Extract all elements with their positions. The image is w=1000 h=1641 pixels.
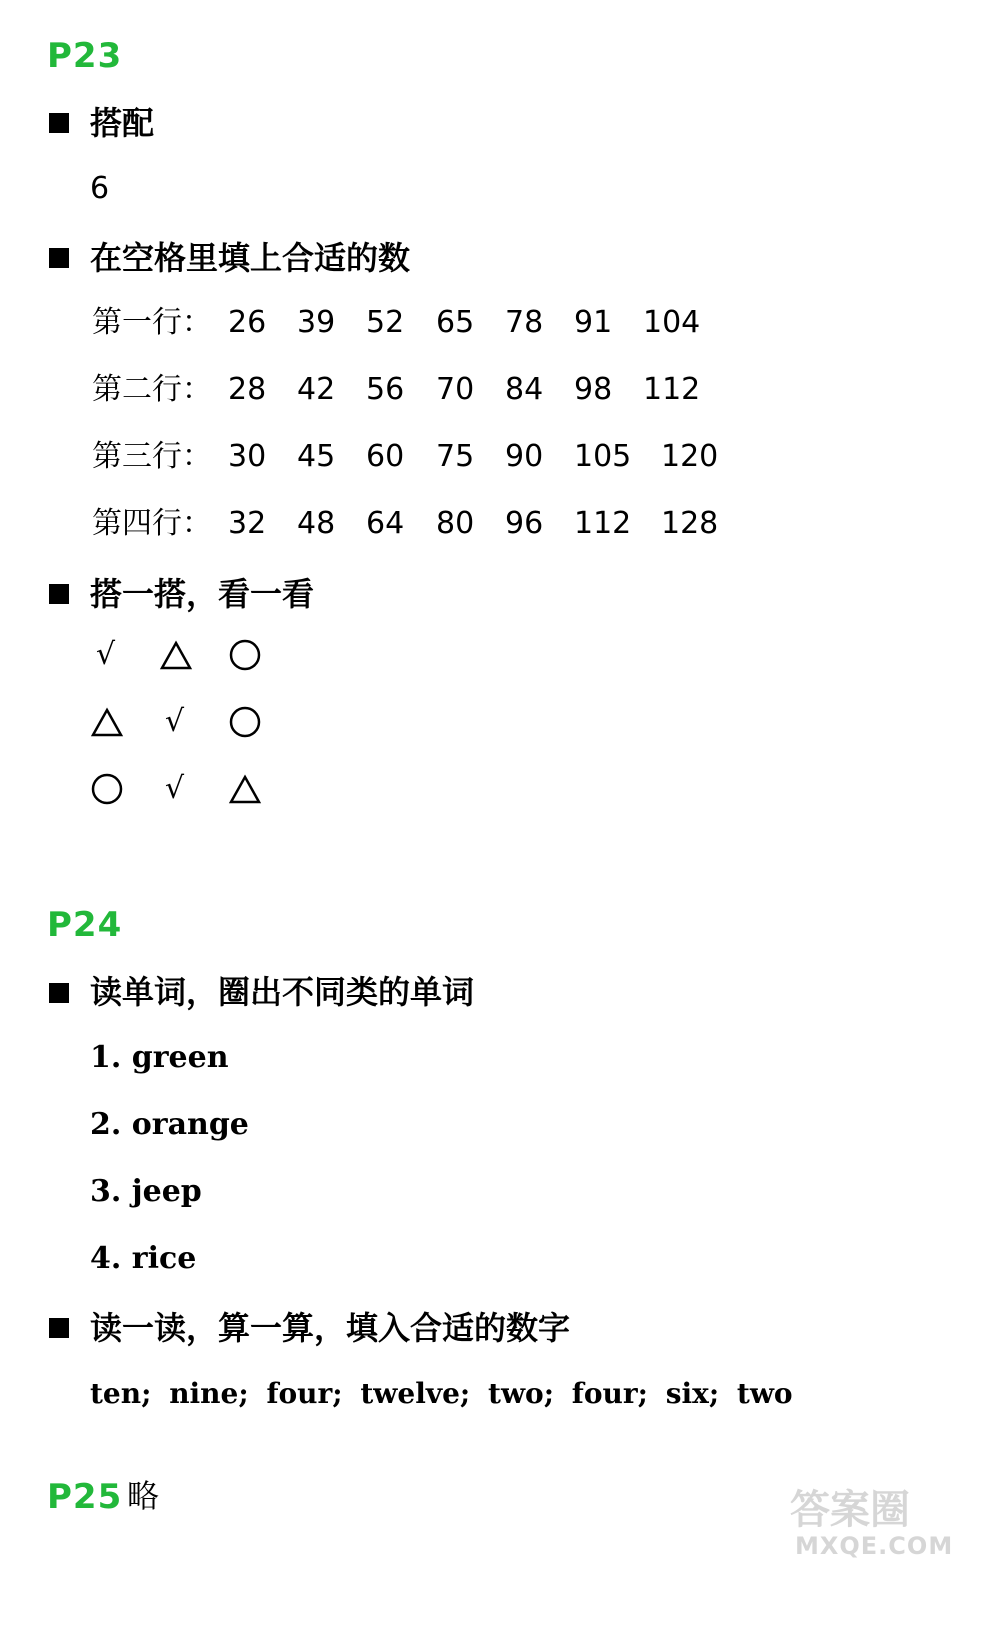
row-value: 78 [505,305,544,340]
triangle-icon [228,772,262,806]
row-label: 第四行： [92,506,212,541]
circle-icon [228,705,262,739]
triangle-icon [159,638,193,672]
row-value: 42 [297,372,336,407]
row-value: 84 [505,372,544,407]
page-label-p25: P25 [47,1477,123,1517]
row-value: 91 [574,305,613,340]
circle-icon [90,772,124,806]
watermark-url: MXQE.COM [795,1532,954,1560]
number-words-answer: ten; nine; four; twelve; two; four; six; two [90,1377,793,1410]
row-value: 80 [436,506,475,541]
word-item: 3. jeep [90,1174,202,1209]
page-label-p24: P24 [47,905,123,945]
row-value: 45 [297,439,336,474]
section-heading-read-count: 读一读，算一算，填入合适的数字 [90,1309,571,1347]
row-value: 112 [574,506,632,541]
row-value: 98 [574,372,613,407]
section-bullet [49,1318,69,1338]
row-value: 70 [436,372,475,407]
match-answer: 6 [90,171,110,206]
row-value: 65 [436,305,475,340]
row-value: 128 [661,506,719,541]
row-value: 120 [661,439,719,474]
section-bullet [49,983,69,1003]
circle-icon [228,638,262,672]
section-heading-build-look: 搭一搭，看一看 [90,575,315,613]
row-value: 32 [228,506,267,541]
word-item: 2. orange [90,1107,249,1142]
section-heading-fill-blanks: 在空格里填上合适的数 [90,239,411,277]
triangle-icon [90,705,124,739]
check-mark-icon: √ [165,704,185,739]
section-bullet [49,248,69,268]
section-heading-odd-word: 读单词，圈出不同类的单词 [90,973,475,1011]
row-value: 26 [228,305,267,340]
p25-omitted: 略 [127,1477,160,1515]
row-label: 第一行： [92,305,212,340]
row-value: 30 [228,439,267,474]
page-label-p23: P23 [47,36,123,76]
row-label: 第二行： [92,372,212,407]
check-mark-icon: √ [165,771,185,806]
row-value: 52 [366,305,405,340]
row-value: 75 [436,439,475,474]
section-bullet [49,113,69,133]
row-value: 96 [505,506,544,541]
row-value: 104 [643,305,701,340]
row-value: 112 [643,372,701,407]
row-value: 64 [366,506,405,541]
row-value: 28 [228,372,267,407]
row-label: 第三行： [92,439,212,474]
watermark-logo: 答案圈 [790,1487,910,1533]
word-item: 1. green [90,1040,229,1075]
row-value: 39 [297,305,336,340]
row-value: 90 [505,439,544,474]
section-bullet [49,584,69,604]
check-mark-icon: √ [96,637,116,672]
row-value: 60 [366,439,405,474]
row-value: 48 [297,506,336,541]
section-heading-match: 搭配 [90,104,155,142]
row-value: 105 [574,439,632,474]
word-item: 4. rice [90,1241,197,1276]
row-value: 56 [366,372,405,407]
